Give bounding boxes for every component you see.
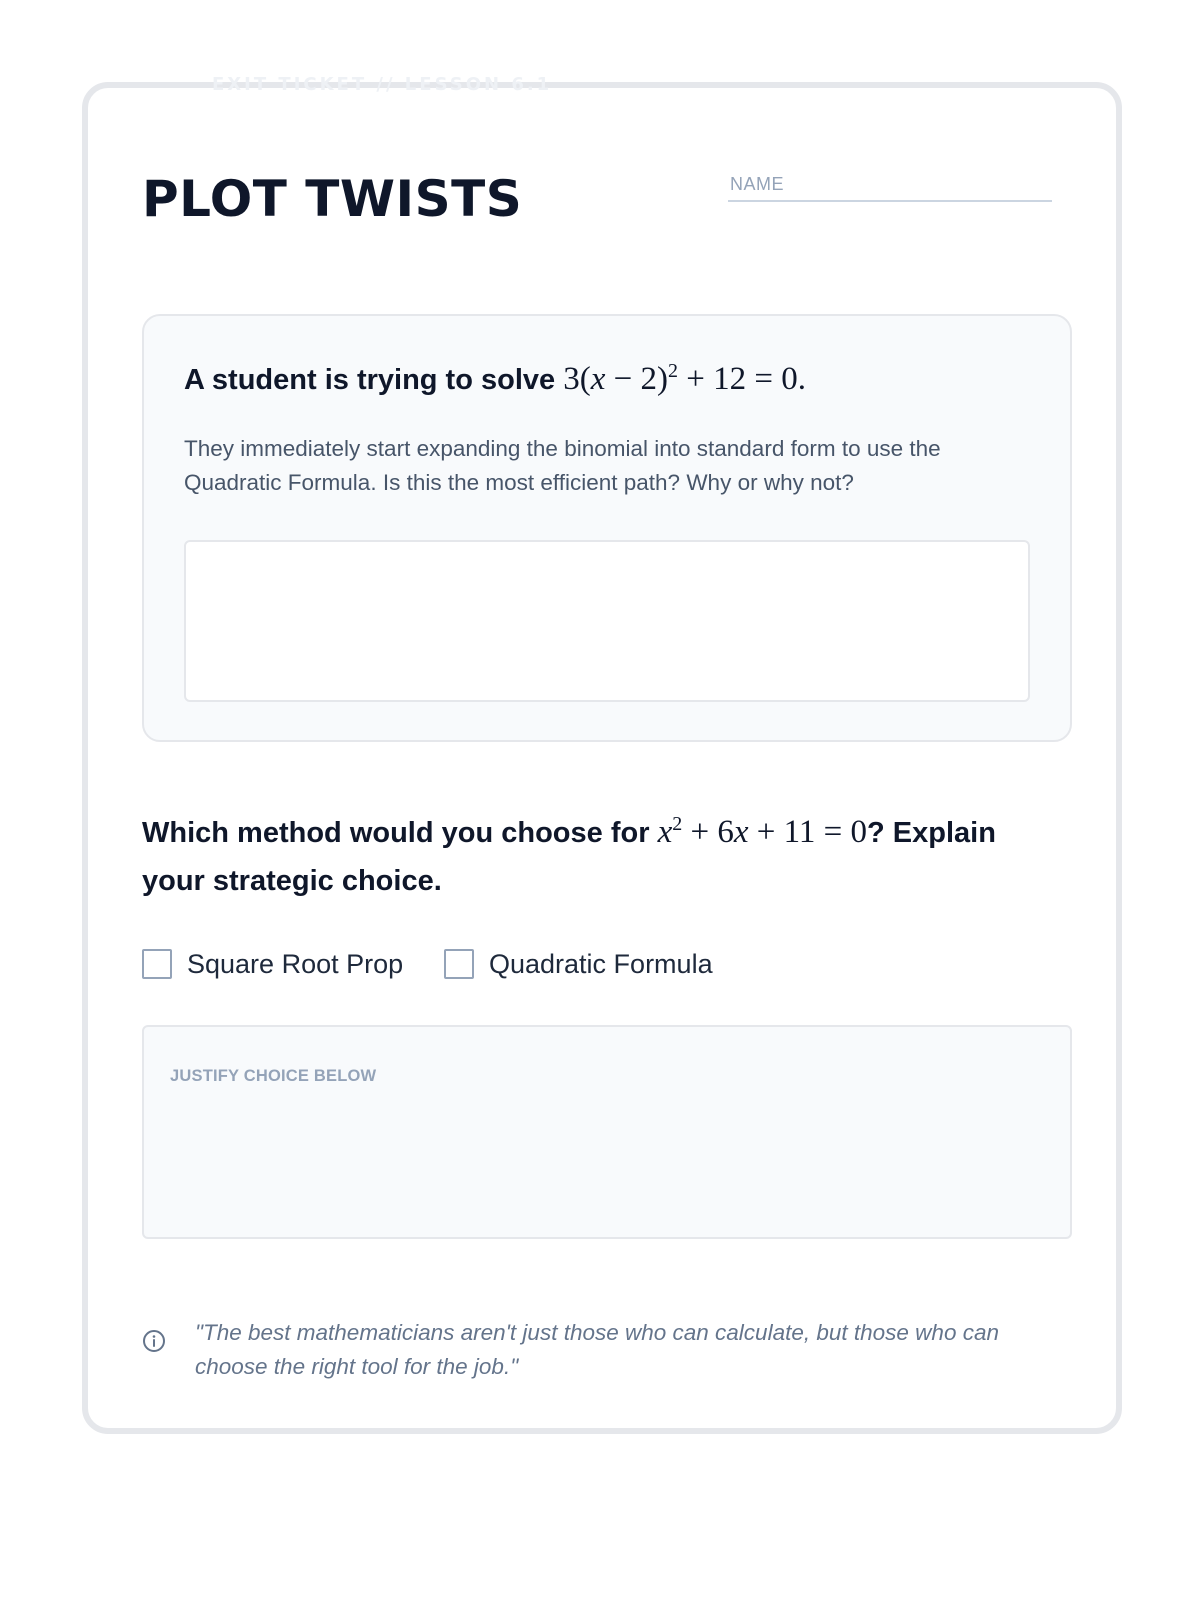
option-label-square-root-prop: Square Root Prop <box>187 948 404 979</box>
question-1-heading-text: A student is trying to solve <box>184 364 556 396</box>
option-square-root-prop[interactable] <box>142 947 403 981</box>
question-2-heading-text: Which method would you choose for <box>142 817 650 849</box>
page-title: PLOT TWISTS <box>142 170 523 228</box>
option-quadratic-formula[interactable] <box>444 947 713 981</box>
info-icon <box>142 1329 166 1358</box>
option-label-quadratic-formula: Quadratic Formula <box>489 948 713 979</box>
question-1-panel <box>142 314 1072 742</box>
question-1-prompt: They immediately start expanding the binomial into standard form to use the Quadratic Formula. Is this the most efficient path? Why or why not? <box>184 436 941 495</box>
justify-answer-field[interactable] <box>142 1025 1072 1239</box>
question-1-equation <box>563 361 806 397</box>
worksheet-kicker: EXIT TICKET // LESSON 6.1 <box>212 74 553 95</box>
info-icon-graphic <box>142 1329 166 1353</box>
question-1-equation-text: $3(x - 2)^2 + 12 = 0$. <box>563 360 806 397</box>
question-2-equation: $x^2 + 6x + 11 = 0$ <box>657 813 867 850</box>
question-1-answer-field[interactable] <box>184 540 1030 702</box>
question-2-heading-tail: ? Explain your strategic choice. <box>142 817 996 897</box>
square-root-prop-checkbox[interactable] <box>142 949 172 979</box>
justify-label: JUSTIFY CHOICE BELOW <box>170 1067 377 1085</box>
question-1-heading <box>184 360 806 398</box>
quadratic-formula-checkbox[interactable] <box>444 949 474 979</box>
name-label: NAME <box>730 174 785 194</box>
footer-quote: "The best mathematicians aren't just those who can calculate, but those who can choose the right tool for the job." <box>195 1320 999 1379</box>
name-field[interactable] <box>728 172 1052 202</box>
worksheet-card <box>82 74 1122 1434</box>
question-2-heading <box>142 800 1062 905</box>
method-options <box>142 947 1042 983</box>
